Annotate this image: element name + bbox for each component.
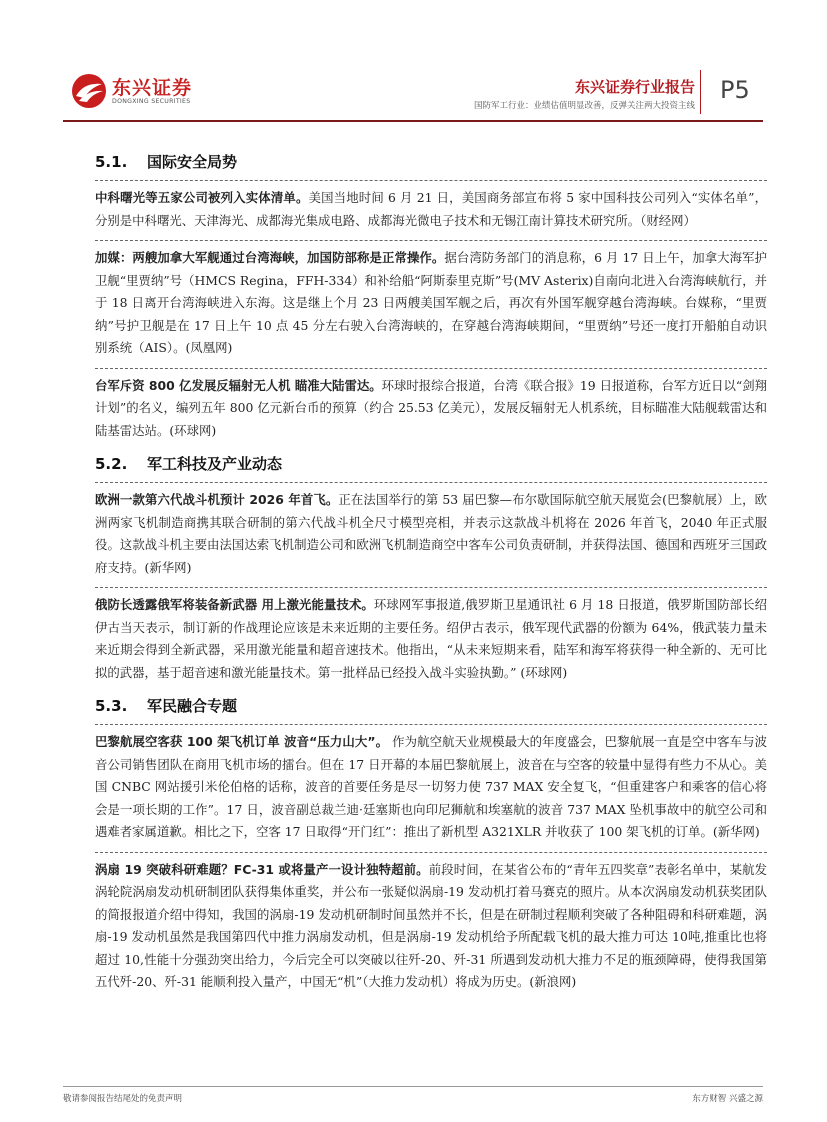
page-number: P5	[720, 76, 750, 104]
page-header	[0, 0, 827, 130]
section-title: 5.1. 国际安全局势	[95, 153, 238, 171]
footer-slogan: 东方财智 兴盛之源	[692, 1094, 763, 1104]
news-item	[95, 482, 767, 579]
news-headline: 中科曙光等五家公司被列入实体清单。	[95, 190, 309, 205]
news-body: 环球时报综合报道，台湾《联合报》19 日报道称，台军方近日以“剑翔计划”的名义，编列五年 800 亿元新台币的预算（约合 25.53 亿美元），发展反辐射无人机系统，目标瞄准大陆舰载雷达和陆基雷达站。(环球网)	[95, 377, 767, 438]
logo-chinese-text: 东兴证券	[112, 77, 193, 99]
section-title: 5.3. 军民融合专题	[95, 697, 238, 715]
company-logo	[70, 72, 200, 112]
news-item	[95, 180, 767, 232]
news-item	[95, 852, 767, 994]
news-body: 美国当地时间 6 月 21 日，美国商务部宣布将 5 家中国科技公司列入“实体名单”，分别是中科曙光、天津海光、成都海光集成电路、成都海光微电子技术和无锡江南计算技术研究所。（财经网）	[95, 190, 768, 228]
news-item	[95, 240, 767, 360]
news-headline: 巴黎航展空客获 100 架飞机订单 波音“压力山大”。	[95, 734, 389, 749]
news-headline: 俄防长透露俄军将装备新武器 用上激光能量技术。	[95, 597, 374, 612]
news-headline: 涡扇 19 突破科研难题？FC-31 或将量产一设计独特超前。	[95, 861, 429, 877]
news-headline: 欧洲一款第六代战斗机预计 2026 年首飞。	[95, 492, 339, 507]
report-subtitle: 国防军工行业：业绩估值明显改善，反弹关注两大投资主线	[473, 101, 695, 111]
news-item	[95, 587, 767, 684]
news-item	[95, 724, 767, 844]
disclaimer-note: 敬请参阅报告结尾处的免责声明	[63, 1094, 183, 1104]
header-divider	[700, 70, 701, 114]
section-title: 5.2. 军工科技及产业动态	[95, 455, 283, 473]
news-item	[95, 368, 767, 443]
news-body: 据台湾防务部门的消息称，6 月 17 日上午，加拿大海军护卫舰“里贾纳”号（HMCS Regina，FFH-334）和补给船“阿斯泰里克斯”号(MV Asterix)自南向北进入台湾海峡航行，并于 18 日离开台湾海峡进入东海。这是继上个月 23 日两艘美国军舰之后，再次有外国军舰穿越台湾海峡。台媒称，“里贾纳”号护卫舰是在 17 日上午 10 点 45 分左右驶入台湾海峡的，在穿越台湾海峡期间，“里贾纳”号还一度打开船舶自动识别系统（AIS）。(凤凰网)	[95, 250, 767, 355]
logo-english-text: DONGXING SECURITIES	[112, 98, 191, 105]
report-title: 东兴证券行业报告	[574, 78, 695, 96]
news-body: 环球网军事报道,俄罗斯卫星通讯社 6 月 18 日报道，俄罗斯国防部长绍伊古当天表示，制订新的作战理论应该是未来近期的主要任务。绍伊古表示，俄军现代武器的份额为 64%，俄武装力量未来近期会得到全新武器，采用激光能量和超音速技术。他指出，“从未来短期来看，陆军和海军将获得一种全新的、无可比拟的武器，基于超音速和激光能量技术。第一批样品已经投入战斗实验执勤。” (环球网)	[95, 597, 767, 680]
report-body	[95, 148, 767, 1002]
news-body: 前段时间，在某省公布的“青年五四奖章”表彰名单中，某航发涡轮院涡扇发动机研制团队获得集体重奖，并公布一张疑似涡扇-19 发动机打着马赛克的照片。从本次涡扇发动机获奖团队的简报报道介绍中得知，我国的涡扇-19 发动机研制时间虽然并不长，但是在研制过程顺利突破了各种阻碍和科研难题，涡扇-19 发动机虽然是我国第四代中推力涡扇发动机，但是涡扇-19 发动机给予所配载飞机的最大推力可达 10吨,推重比也将超过 10,性能十分强劲突出给力，今后完全可以突破以往歼-20、歼-31 所遇到发动机大推力不足的瓶颈障碍，使得我国第五代歼-20、歼-31 能顺利投入量产，中国无“机”（大推力发动机）将成为历史。(新浪网)	[95, 861, 767, 989]
footer-rule	[63, 1086, 763, 1087]
news-body: 作为航空航天业规模最大的年度盛会，巴黎航展一直是空中客车与波音公司销售团队在商用飞机市场的擂台。但在 17 日开幕的本届巴黎航展上，波音在与空客的较量中显得有些力不从心。美国 CNBC 网站援引米伦伯格的话称，波音的首要任务是尽一切努力使 737 MAX 安全复飞，“但重建客户和乘客的信心将会是一项长期的工作”。17 日，波音副总裁兰迪·廷塞斯也向印尼狮航和埃塞航的波音 737 MAX 坠机事故中的航空公司和遇难者家属道歉。相比之下，空客 17 日取得“开门红”：推出了新机型 A321XLR 并收获了 100 架飞机的订单。(新华网)	[95, 734, 767, 839]
news-headline: 加媒：两艘加拿大军舰通过台湾海峡，加国防部称是正常操作。	[95, 250, 445, 265]
logo-mark-icon	[70, 72, 108, 110]
news-headline: 台军斥资 800 亿发展反辐射无人机 瞄准大陆雷达。	[95, 377, 382, 393]
header-rule	[63, 120, 763, 122]
news-body: 正在法国举行的第 53 届巴黎—布尔歇国际航空航天展览会(巴黎航展）上，欧洲两家飞机制造商携其联合研制的第六代战斗机全尺寸模型亮相，并表示这款战斗机将在 2026 年首飞，2040 年正式服役。这款战斗机主要由法国达索飞机制造公司和欧洲飞机制造商空中客车公司负责研制，并获得法国、德国和西班牙三国政府支持。(新华网)	[95, 492, 767, 575]
